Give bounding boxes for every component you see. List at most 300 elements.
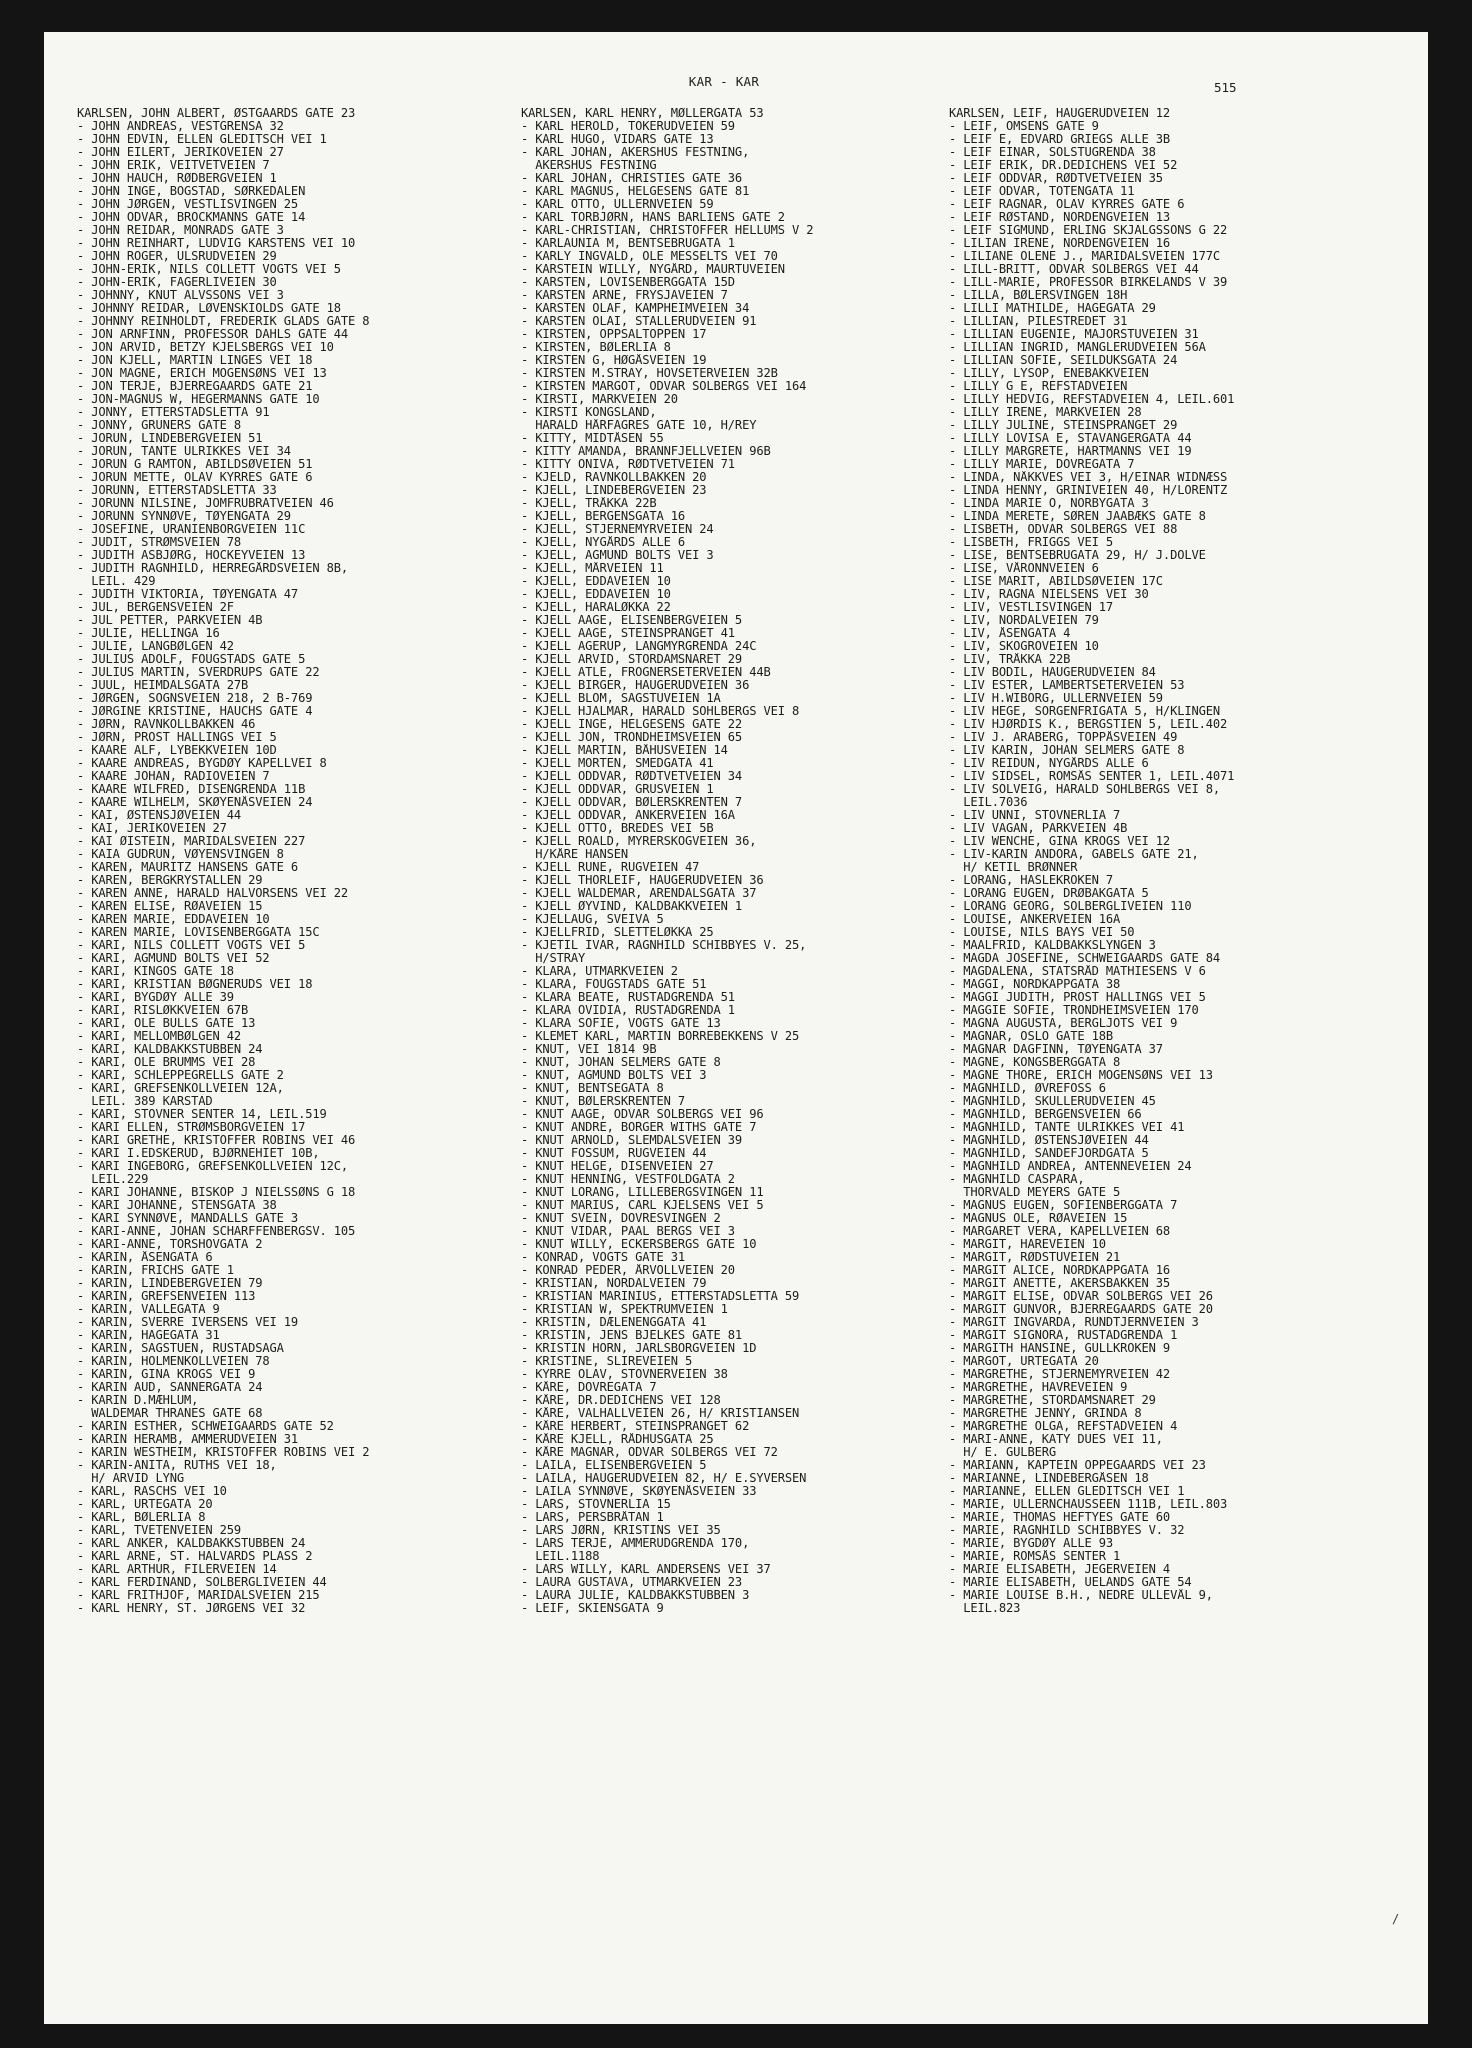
directory-entry: - MARGARET VERA, KAPELLVEIEN 68 (949, 1225, 1171, 1238)
directory-entry: - MAGNUS EUGEN, SOFIENBERGGATA 7 (949, 1199, 1178, 1212)
directory-entry: - KARI, KINGOS GATE 18 (77, 965, 234, 978)
directory-entry: - MARGITH HANSINE, GULLKROKEN 9 (949, 1342, 1171, 1355)
directory-entry: - KJELL ODDVAR, RØDTVETVEIEN 34 (521, 770, 743, 783)
directory-entry: - KJELL, HARALØKKA 22 (521, 601, 671, 614)
directory-entry: - JUDIT, STRØMSVEIEN 78 (77, 536, 242, 549)
directory-entry: - KNUT WILLY, ECKERSBERGS GATE 10 (521, 1238, 757, 1251)
directory-entry: - LIV ESTER, LAMBERTSETERVEIEN 53 (949, 679, 1185, 692)
directory-entry: - LILLI MATHILDE, HAGEGATA 29 (949, 302, 1156, 315)
directory-entry: - KAREN MARIE, LOVISENBERGGATA 15C (77, 926, 320, 939)
directory-entry: - KARL JOHAN, CHRISTIES GATE 36 (521, 172, 743, 185)
directory-entry: - KARIN WESTHEIM, KRISTOFFER ROBINS VEI 2 (77, 1446, 370, 1459)
directory-entry: - KARL, URTEGATA 20 (77, 1498, 213, 1511)
directory-entry: - LORANG, HASLEKROKEN 7 (949, 874, 1114, 887)
directory-entry: - KNUT VIDAR, PAAL BERGS VEI 3 (521, 1225, 735, 1238)
directory-entry: - MAGNHILD, ØSTENSJØVEIEN 44 (949, 1134, 1149, 1147)
directory-entry: - LIV HJØRDIS K., BERGSTIEN 5, LEIL.402 (949, 718, 1228, 731)
directory-entry: - KARI, OLE BRUMMS VEI 28 (77, 1056, 256, 1069)
directory-entry: - LAILA SYNNØVE, SKØYENÅSVEIEN 33 (521, 1485, 757, 1498)
directory-entry: - KARI, RISLØKKVEIEN 67B (77, 1004, 249, 1017)
directory-entry: - MAGNA AUGUSTA, BERGLJOTS VEI 9 (949, 1017, 1178, 1030)
directory-entry: - LINDA HENNY, GRINIVEIEN 40, H/LORENTZ (949, 484, 1228, 497)
directory-entry: - KÅRE, DOVREGATA 7 (521, 1381, 657, 1394)
directory-entry: - MARIE, RAGNHILD SCHIBBYES V. 32 (949, 1524, 1185, 1537)
directory-entry: - KAARE ALF, LYBEKKVEIEN 10D (77, 744, 277, 757)
directory-entry: WALDEMAR THRANES GATE 68 (77, 1407, 263, 1420)
directory-entry: - MARGIT, RØDSTUVEIEN 21 (949, 1251, 1121, 1264)
directory-entry: - KARI INGEBORG, GREFSENKOLLVEIEN 12C, (77, 1160, 348, 1173)
directory-entry: - MARI-ANNE, KATY DUES VEI 11, (949, 1433, 1163, 1446)
directory-entry: - LAILA, HAUGERUDVEIEN 82, H/ E.SYVERSEN (521, 1472, 807, 1485)
directory-entry: - JORUNN, ETTERSTADSLETTA 33 (77, 484, 277, 497)
directory-entry: - JOHN EILERT, JERIKOVEIEN 27 (77, 146, 284, 159)
directory-entry: - KARIN ESTHER, SCHWEIGAARDS GATE 52 (77, 1420, 334, 1433)
directory-entry: - KARI-ANNE, TORSHOVGATA 2 (77, 1238, 263, 1251)
directory-entry: - MARGIT INGVARDA, RUNDTJERNVEIEN 3 (949, 1316, 1199, 1329)
directory-entry: - KARI, NILS COLLETT VOGTS VEI 5 (77, 939, 306, 952)
directory-entry: - LAILA, ELISENBERGVEIEN 5 (521, 1459, 707, 1472)
directory-entry: - KNUT ARNOLD, SLEMDALSVEIEN 39 (521, 1134, 743, 1147)
directory-entry: - LILLY MARIE, DOVREGATA 7 (949, 458, 1135, 471)
directory-entry: - KJELL ODDVAR, GRUSVEIEN 1 (521, 783, 714, 796)
directory-entry: - MAGNAR, OSLO GATE 18B (949, 1030, 1114, 1043)
directory-entry: - KJELL OTTO, BREDES VEI 5B (521, 822, 714, 835)
directory-entry: - KARIN D.MÆHLUM, (77, 1394, 199, 1407)
directory-entry: - KARI SYNNØVE, MANDALLS GATE 3 (77, 1212, 299, 1225)
directory-entry: - KIRSTEN, OPPSALTOPPEN 17 (521, 328, 707, 341)
directory-entry: - JORUNN NILSINE, JOMFRUBRATVEIEN 46 (77, 497, 334, 510)
directory-entry: - JOHN REINHART, LUDVIG KARSTENS VEI 10 (77, 237, 356, 250)
directory-entry: - KARI GRETHE, KRISTOFFER ROBINS VEI 46 (77, 1134, 356, 1147)
directory-entry: LEIL.823 (949, 1602, 1021, 1615)
directory-entry: - JOHN-ERIK, NILS COLLETT VOGTS VEI 5 (77, 263, 341, 276)
directory-entry: KARLSEN, JOHN ALBERT, ØSTGAARDS GATE 23 (77, 107, 356, 120)
directory-entry: - KARI JOHANNE, STENSGATA 38 (77, 1199, 277, 1212)
directory-entry: - JOHNNY REINHOLDT, FREDERIK GLADS GATE 8 (77, 315, 370, 328)
directory-entry: - LIV-KARIN ANDORA, GABELS GATE 21, (949, 848, 1199, 861)
directory-entry: - LISBETH, ODVAR SOLBERGS VEI 88 (949, 523, 1178, 536)
directory-entry: - MARGRETHE OLGA, REFSTADVEIEN 4 (949, 1420, 1178, 1433)
directory-entry: - JOHN JØRGEN, VESTLISVINGEN 25 (77, 198, 299, 211)
directory-entry: - KARLAUNIA M, BENTSEBRUGATA 1 (521, 237, 735, 250)
directory-entry: - JØRN, RAVNKOLLBAKKEN 46 (77, 718, 256, 731)
directory-entry: - KÅRE HERBERT, STEINSPRANGET 62 (521, 1420, 750, 1433)
directory-entry: - MAGNHILD, SANDEFJORDGATA 5 (949, 1147, 1149, 1160)
directory-entry: - LILLY G E, REFSTADVEIEN (949, 380, 1128, 393)
directory-entry: - LIV, TRÅKKA 22B (949, 653, 1071, 666)
directory-entry: - LEIF E, EDVARD GRIEGS ALLE 3B (949, 133, 1171, 146)
directory-entry: - LEIF ODDVAR, RØDTVETVEIEN 35 (949, 172, 1163, 185)
page-header-range: KAR - KAR (688, 74, 760, 89)
directory-column-3 (949, 107, 1367, 1615)
directory-entry: - MARGIT GUNVOR, BJERREGAARDS GATE 20 (949, 1303, 1213, 1316)
directory-entry: - KJELL, NYGÅRDS ALLE 6 (521, 536, 686, 549)
directory-entry: - KARI I.EDSKERUD, BJØRNEHIET 10B, (77, 1147, 320, 1160)
directory-entry: - KARL MAGNUS, HELGESENS GATE 81 (521, 185, 750, 198)
directory-entry: - MARGIT ALICE, NORDKAPPGATA 16 (949, 1264, 1171, 1277)
directory-entry: - MARIANN, KAPTEIN OPPEGAARDS VEI 23 (949, 1459, 1206, 1472)
directory-entry: - JUDITH VIKTORIA, TØYENGATA 47 (77, 588, 299, 601)
directory-entry: - MAGNHILD, ØVREFOSS 6 (949, 1082, 1106, 1095)
directory-entry: - LILLY, LYSOP, ENEBAKKVEIEN (949, 367, 1149, 380)
directory-entry: - KARIN HERAMB, AMMERUDVEIEN 31 (77, 1433, 299, 1446)
directory-entry: - KITTY AMANDA, BRANNFJELLVEIEN 96B (521, 445, 771, 458)
directory-entry: - KRISTIN HORN, JARLSBORGVEIEN 1D (521, 1342, 757, 1355)
directory-entry: - MARGRETHE, STORDAMSNARET 29 (949, 1394, 1156, 1407)
directory-entry: KARLSEN, LEIF, HAUGERUDVEIEN 12 (949, 107, 1171, 120)
margin-pencil-mark: / (1392, 1912, 1400, 1926)
directory-entry: - KJELL WALDEMAR, ARENDALSGATA 37 (521, 887, 757, 900)
directory-entry: - JOHN ROGER, ULSRUDVEIEN 29 (77, 250, 277, 263)
directory-entry: - MAGNHILD ANDREA, ANTENNEVEIEN 24 (949, 1160, 1192, 1173)
directory-entry: - KONRAD, VOGTS GATE 31 (521, 1251, 686, 1264)
directory-entry: - LISBETH, FRIGGS VEI 5 (949, 536, 1114, 549)
directory-entry: - KAI, ØSTENSJØVEIEN 44 (77, 809, 242, 822)
directory-entry: - MARGOT, URTEGATA 20 (949, 1355, 1099, 1368)
directory-entry: - KONRAD PEDER, ÅRVOLLVEIEN 20 (521, 1264, 735, 1277)
directory-entry: - MARGIT ELISE, ODVAR SOLBERGS VEI 26 (949, 1290, 1213, 1303)
directory-entry: - KARL HENRY, ST. JØRGENS VEI 32 (77, 1602, 306, 1615)
directory-entry: - KARIN, GREFSENVEIEN 113 (77, 1290, 256, 1303)
directory-entry: LEIL.7036 (949, 796, 1028, 809)
directory-entry: - KARIN, SVERRE IVERSENS VEI 19 (77, 1316, 299, 1329)
directory-entry: - KIRSTEN G, HØGÅSVEIEN 19 (521, 354, 707, 367)
directory-entry: - KAREN ELISE, RØAVEIEN 15 (77, 900, 263, 913)
directory-entry: - LARS, STOVNERLIA 15 (521, 1498, 671, 1511)
directory-entry: - KJELL ODDVAR, BØLERSKRENTEN 7 (521, 796, 743, 809)
directory-entry: - MARGRETHE, HAVREVEIEN 9 (949, 1381, 1128, 1394)
directory-entry: - KARSTEN, LOVISENBERGGATA 15D (521, 276, 735, 289)
directory-entry: - JORUN, LINDEBERGVEIEN 51 (77, 432, 263, 445)
directory-entry: - KRISTIAN W, SPEKTRUMVEIEN 1 (521, 1303, 728, 1316)
directory-entry: LEIL.229 (77, 1173, 149, 1186)
directory-entry: - KJELL, BERGENSGATA 16 (521, 510, 686, 523)
directory-entry: THORVALD MEYERS GATE 5 (949, 1186, 1121, 1199)
directory-entry: - KJELL, EDDAVEIEN 10 (521, 575, 671, 588)
directory-entry: - JUDITH ASBJØRG, HOCKEYVEIEN 13 (77, 549, 306, 562)
directory-entry: - LIV SIDSEL, ROMSÅS SENTER 1, LEIL.4071 (949, 770, 1235, 783)
directory-entry: - MARGIT ANETTE, AKERSBAKKEN 35 (949, 1277, 1171, 1290)
directory-entry: - MAGNHILD, BERGENSVEIEN 66 (949, 1108, 1142, 1121)
directory-entry: - JOHN ANDREAS, VESTGRENSA 32 (77, 120, 284, 133)
directory-entry: - KRISTIAN, NORDALVEIEN 79 (521, 1277, 707, 1290)
directory-entry: - KJELL ARVID, STORDAMSNARET 29 (521, 653, 743, 666)
directory-entry: - KJELL ODDVAR, ANKERVEIEN 16A (521, 809, 735, 822)
directory-entry: - MAGNHILD CASPARA, (949, 1173, 1085, 1186)
directory-entry: - LILLA, BØLERSVINGEN 18H (949, 289, 1128, 302)
directory-entry: - JULIE, HELLINGA 16 (77, 627, 220, 640)
directory-entry: LEIL.1188 (521, 1550, 600, 1563)
directory-entry: - KÅRE, VALHALLVEIEN 26, H/ KRISTIANSEN (521, 1407, 800, 1420)
directory-entry: - MARIE ELISABETH, JEGERVEIEN 4 (949, 1563, 1171, 1576)
directory-entry: - JOHN REIDAR, MONRADS GATE 3 (77, 224, 284, 237)
directory-entry: - KJELL AAGE, ELISENBERGVEIEN 5 (521, 614, 743, 627)
directory-entry: - KARL, BØLERLIA 8 (77, 1511, 206, 1524)
directory-entry: - KÅRE, DR.DEDICHENS VEI 128 (521, 1394, 721, 1407)
directory-entry: - LILLY IRENE, MARKVEIEN 28 (949, 406, 1142, 419)
directory-entry: - LILIANE OLENE J., MARIDALSVEIEN 177C (949, 250, 1220, 263)
directory-entry: - JOSEFINE, URANIENBORGVEIEN 11C (77, 523, 306, 536)
directory-entry: - JOHN ODVAR, BROCKMANNS GATE 14 (77, 211, 306, 224)
directory-entry: - LEIF RAGNAR, OLAV KYRRES GATE 6 (949, 198, 1185, 211)
directory-entry: - KNUT LORANG, LILLEBERGSVINGEN 11 (521, 1186, 764, 1199)
directory-entry: HARALD HÅRFAGRES GATE 10, H/REY (521, 419, 757, 432)
directory-entry: - LIV, RAGNA NIELSENS VEI 30 (949, 588, 1149, 601)
directory-entry: - KITTY, MIDTÅSEN 55 (521, 432, 664, 445)
directory-entry: - MARGRETHE JENNY, GRINDA 8 (949, 1407, 1142, 1420)
directory-entry: - KJELL THORLEIF, HAUGERUDVEIEN 36 (521, 874, 764, 887)
directory-entry: - LIV, VESTLISVINGEN 17 (949, 601, 1114, 614)
directory-entry: - LEIF, OMSENS GATE 9 (949, 120, 1099, 133)
directory-entry: - MAGNUS OLE, RØAVEIEN 15 (949, 1212, 1128, 1225)
directory-entry: - KAARE WILHELM, SKØYENÅSVEIEN 24 (77, 796, 313, 809)
directory-entry: - KJELL, LINDEBERGVEIEN 23 (521, 484, 707, 497)
directory-entry: - KARL TORBJØRN, HANS BARLIENS GATE 2 (521, 211, 785, 224)
directory-entry: - KARL OTTO, ULLERNVEIEN 59 (521, 198, 714, 211)
directory-entry: - LILLIAN EUGENIE, MAJORSTUVEIEN 31 (949, 328, 1199, 341)
directory-entry: - LILIAN IRENE, NORDENGVEIEN 16 (949, 237, 1171, 250)
directory-entry: - LARS WILLY, KARL ANDERSENS VEI 37 (521, 1563, 771, 1576)
directory-entry: - JULIUS MARTIN, SVERDRUPS GATE 22 (77, 666, 320, 679)
directory-entry: - KARLY INGVALD, OLE MESSELTS VEI 70 (521, 250, 778, 263)
directory-entry: - KRISTIN, JENS BJELKES GATE 81 (521, 1329, 743, 1342)
directory-entry: - MARIANNE, LINDEBERGÅSEN 18 (949, 1472, 1149, 1485)
directory-entry: - LEIF EINAR, SOLSTUGRENDA 38 (949, 146, 1156, 159)
directory-entry: - KJELL HJALMAR, HARALD SOHLBERGS VEI 8 (521, 705, 800, 718)
directory-entry: - KARI ELLEN, STRØMSBORGVEIEN 17 (77, 1121, 306, 1134)
directory-entry: - KARL FRITHJOF, MARIDALSVEIEN 215 (77, 1589, 320, 1602)
directory-entry: - JON TERJE, BJERREGAARDS GATE 21 (77, 380, 313, 393)
directory-entry: - LOUISE, ANKERVEIEN 16A (949, 913, 1121, 926)
directory-entry: - KARL, RASCHS VEI 10 (77, 1485, 227, 1498)
directory-entry: - LIV J. ARABERG, TOPPÅSVEIEN 49 (949, 731, 1178, 744)
directory-entry: - KARIN-ANITA, RUTHS VEI 18, (77, 1459, 277, 1472)
directory-entry: - JON KJELL, MARTIN LINGES VEI 18 (77, 354, 313, 367)
directory-entry: - MAGNHILD, SKULLERUDVEIEN 45 (949, 1095, 1156, 1108)
directory-entry: - KARI, STOVNER SENTER 14, LEIL.519 (77, 1108, 327, 1121)
directory-entry: - KJELL, MÅRVEIEN 11 (521, 562, 664, 575)
directory-entry: - KARL HEROLD, TOKERUDVEIEN 59 (521, 120, 735, 133)
directory-entry: H/KÅRE HANSEN (521, 848, 628, 861)
directory-entry: - LILL-BRITT, ODVAR SOLBERGS VEI 44 (949, 263, 1199, 276)
directory-entry: - KJELL BIRGER, HAUGERUDVEIEN 36 (521, 679, 750, 692)
directory-entry: - LAURA GUSTAVA, UTMARKVEIEN 23 (521, 1576, 743, 1589)
directory-entry: - MAALFRID, KALDBAKKSLYNGEN 3 (949, 939, 1156, 952)
directory-entry: - KJELL, EDDAVEIEN 10 (521, 588, 671, 601)
directory-entry: H/STRAY (521, 952, 586, 965)
directory-entry: - LILL-MARIE, PROFESSOR BIRKELANDS V 39 (949, 276, 1228, 289)
directory-entry: - MARIE, BYGDØY ALLE 93 (949, 1537, 1114, 1550)
directory-entry: - KLARA BEATE, RUSTADGRENDA 51 (521, 991, 735, 1004)
directory-entry: - LILLY HEDVIG, REFSTADVEIEN 4, LEIL.601 (949, 393, 1235, 406)
directory-entry: - JORUN, TANTE ULRIKKES VEI 34 (77, 445, 291, 458)
directory-entry: - KÅRE KJELL, RÅDHUSGATA 25 (521, 1433, 714, 1446)
directory-entry: - JØRGINE KRISTINE, HAUCHS GATE 4 (77, 705, 313, 718)
directory-entry: - KJELL ROALD, MYRERSKOGVEIEN 36, (521, 835, 757, 848)
directory-entry: - LIV WENCHE, GINA KROGS VEI 12 (949, 835, 1171, 848)
directory-entry: - KARI, SCHLEPPEGRELLS GATE 2 (77, 1069, 284, 1082)
directory-entry: - LIV UNNI, STOVNERLIA 7 (949, 809, 1121, 822)
directory-entry: - LIV REIDUN, NYGÅRDS ALLE 6 (949, 757, 1149, 770)
directory-entry: - KJELL, AGMUND BOLTS VEI 3 (521, 549, 714, 562)
directory-entry: - MARIE, ROMSÅS SENTER 1 (949, 1550, 1121, 1563)
directory-entry: - KLARA, UTMARKVEIEN 2 (521, 965, 678, 978)
directory-entry: - KIRSTEN, BØLERLIA 8 (521, 341, 671, 354)
directory-entry: - KYRRE OLAV, STOVNERVEIEN 38 (521, 1368, 728, 1381)
directory-entry: - LIV SOLVEIG, HARALD SOHLBERGS VEI 8, (949, 783, 1220, 796)
directory-entry: - KAREN, MAURITZ HANSENS GATE 6 (77, 861, 299, 874)
directory-entry: - MARIE LOUISE B.H., NEDRE ULLEVÅL 9, (949, 1589, 1213, 1602)
directory-entry: - MARGIT, HAREVEIEN 10 (949, 1238, 1106, 1251)
directory-entry: - LISE, BENTSEBRUGATA 29, H/ J.DOLVE (949, 549, 1206, 562)
directory-entry: - KJELD, RAVNKOLLBAKKEN 20 (521, 471, 707, 484)
directory-entry: - MAGGI, NORDKAPPGATA 38 (949, 978, 1121, 991)
directory-entry: - LIV H.WIBORG, ULLERNVEIEN 59 (949, 692, 1163, 705)
directory-entry: - KNUT ANDRE, BORGER WITHS GATE 7 (521, 1121, 757, 1134)
directory-entry: - KARI, OLE BULLS GATE 13 (77, 1017, 256, 1030)
directory-page (44, 32, 1428, 2024)
directory-entry: - LILLIAN INGRID, MANGLERUDVEIEN 56A (949, 341, 1206, 354)
directory-entry: - MAGNE THORE, ERICH MOGENSØNS VEI 13 (949, 1069, 1213, 1082)
directory-entry: - KARIN, HOLMENKOLLVEIEN 78 (77, 1355, 270, 1368)
directory-entry: - KNUT AAGE, ODVAR SOLBERGS VEI 96 (521, 1108, 764, 1121)
directory-entry: - JORUN METTE, OLAV KYRRES GATE 6 (77, 471, 313, 484)
directory-entry: - MAGGI JUDITH, PROST HALLINGS VEI 5 (949, 991, 1206, 1004)
directory-entry: - KARI, MELLOMBØLGEN 42 (77, 1030, 242, 1043)
directory-entry: - MARIE, THOMAS HEFTYES GATE 60 (949, 1511, 1171, 1524)
directory-entry: - KNUT, JOHAN SELMERS GATE 8 (521, 1056, 721, 1069)
directory-entry: - KJETIL IVAR, RAGNHILD SCHIBBYES V. 25, (521, 939, 807, 952)
directory-entry: - KJELL AGERUP, LANGMYRGRENDA 24C (521, 640, 757, 653)
directory-entry: - LIV, SKOGROVEIEN 10 (949, 640, 1099, 653)
directory-entry: - KRISTIAN MARINIUS, ETTERSTADSLETTA 59 (521, 1290, 800, 1303)
directory-entry: - KJELL INGE, HELGESENS GATE 22 (521, 718, 743, 731)
directory-entry: - KARI-ANNE, JOHAN SCHARFFENBERGSV. 105 (77, 1225, 356, 1238)
directory-entry: - MAGDA JOSEFINE, SCHWEIGAARDS GATE 84 (949, 952, 1220, 965)
directory-column-1 (77, 107, 495, 1615)
directory-entry: - KJELL ATLE, FROGNERSETERVEIEN 44B (521, 666, 771, 679)
directory-entry: - KNUT HENNING, VESTFOLDGATA 2 (521, 1173, 735, 1186)
directory-entry: H/ ARVID LYNG (77, 1472, 184, 1485)
directory-entry: - KARI, BYGDØY ALLE 39 (77, 991, 234, 1004)
directory-entry: - LAURA JULIE, KALDBAKKSTUBBEN 3 (521, 1589, 750, 1602)
directory-entry: - MARIE ELISABETH, UELANDS GATE 54 (949, 1576, 1192, 1589)
directory-entry: - KIRSTEN M.STRAY, HOVSETERVEIEN 32B (521, 367, 778, 380)
page-number: 515 (1214, 80, 1237, 95)
directory-entry: - MARGIT SIGNORA, RUSTADGRENDA 1 (949, 1329, 1178, 1342)
directory-entry: - JUL, BERGENSVEIEN 2F (77, 601, 234, 614)
directory-entry: - KNUT, BØLERSKRENTEN 7 (521, 1095, 686, 1108)
directory-entry: - JUDITH RAGNHILD, HERREGÅRDSVEIEN 8B, (77, 562, 348, 575)
directory-entry: - KARL-CHRISTIAN, CHRISTOFFER HELLUMS V 2 (521, 224, 814, 237)
directory-entry: - KÅRE MAGNAR, ODVAR SOLBERGS VEI 72 (521, 1446, 778, 1459)
directory-entry: - KARIN, GINA KROGS VEI 9 (77, 1368, 256, 1381)
directory-entry: - KAREN, BERGKRYSTALLEN 29 (77, 874, 263, 887)
directory-entry: - KNUT, BENTSEGATA 8 (521, 1082, 664, 1095)
directory-entry: - KIRSTI, MARKVEIEN 20 (521, 393, 678, 406)
directory-entry: - LEIF SIGMUND, ERLING SKJALGSSONS G 22 (949, 224, 1228, 237)
directory-entry: - JON-MAGNUS W, HEGERMANNS GATE 10 (77, 393, 320, 406)
directory-entry: - KARL JOHAN, AKERSHUS FESTNING, (521, 146, 750, 159)
directory-entry: - LILLY LOVISA E, STAVANGERGATA 44 (949, 432, 1192, 445)
directory-entry: - LILLIAN SOFIE, SEILDUKSGATA 24 (949, 354, 1178, 367)
directory-entry: KARLSEN, KARL HENRY, MØLLERGATA 53 (521, 107, 764, 120)
directory-entry: - LORANG EUGEN, DRØBAKGATA 5 (949, 887, 1149, 900)
directory-entry: - LILLIAN, PILESTREDET 31 (949, 315, 1128, 328)
directory-entry: - KARL FERDINAND, SOLBERGLIVEIEN 44 (77, 1576, 327, 1589)
directory-entry: - KRISTIN, DÆLENENGGATA 41 (521, 1316, 707, 1329)
directory-entry: - KNUT HELGE, DISENVEIEN 27 (521, 1160, 714, 1173)
directory-entry: - KARL, TVETENVEIEN 259 (77, 1524, 242, 1537)
directory-entry: - JON ARNFINN, PROFESSOR DAHLS GATE 44 (77, 328, 348, 341)
directory-entry: - KJELLAUG, SVEIVA 5 (521, 913, 664, 926)
directory-entry: - KARSTEIN WILLY, NYGÅRD, MAURTUVEIEN (521, 263, 785, 276)
directory-entry: - JOHNNY REIDAR, LØVENSKIOLDS GATE 18 (77, 302, 341, 315)
directory-entry: - LINDA, NÅKKVES VEI 3, H/EINAR WIDNÆSS (949, 471, 1228, 484)
directory-entry: - KARSTEN ARNE, FRYSJAVEIEN 7 (521, 289, 728, 302)
directory-entry: - JOHN INGE, BOGSTAD, SØRKEDALEN (77, 185, 306, 198)
directory-entry: - LEIF RØSTAND, NORDENGVEIEN 13 (949, 211, 1171, 224)
directory-entry: - KARIN, VALLEGATA 9 (77, 1303, 220, 1316)
directory-entry: - JOHN EDVIN, ELLEN GLEDITSCH VEI 1 (77, 133, 327, 146)
directory-entry: - KARL ARTHUR, FILERVEIEN 14 (77, 1563, 277, 1576)
directory-entry: - LIV, NORDALVEIEN 79 (949, 614, 1099, 627)
directory-entry: - KLEMET KARL, MARTIN BORREBEKKENS V 25 (521, 1030, 800, 1043)
directory-entry: - KRISTINE, SLIREVEIEN 5 (521, 1355, 693, 1368)
directory-entry: - LEIF ODVAR, TOTENGATA 11 (949, 185, 1135, 198)
directory-entry: - KAIA GUDRUN, VØYENSVINGEN 8 (77, 848, 284, 861)
directory-entry: - KARIN, ÅSENGATA 6 (77, 1251, 213, 1264)
directory-entry: - LILLY JULINE, STEINSPRANGET 29 (949, 419, 1178, 432)
directory-entry: - KJELLFRID, SLETTELØKKA 25 (521, 926, 714, 939)
directory-entry: - KARI, AGMUND BOLTS VEI 52 (77, 952, 270, 965)
directory-entry: - KNUT, AGMUND BOLTS VEI 3 (521, 1069, 707, 1082)
directory-entry: - LEIF, SKIENSGATA 9 (521, 1602, 664, 1615)
directory-entry: - KJELL BLOM, SAGSTUVEIEN 1A (521, 692, 721, 705)
directory-entry: - LEIF ERIK, DR.DEDICHENS VEI 52 (949, 159, 1178, 172)
directory-entry: - KJELL MARTIN, BÅHUSVEIEN 14 (521, 744, 728, 757)
directory-entry: - MAGGIE SOFIE, TRONDHEIMSVEIEN 170 (949, 1004, 1199, 1017)
directory-entry: - KJELL ØYVIND, KALDBAKKVEIEN 1 (521, 900, 743, 913)
directory-entry: - LISE MARIT, ABILDSØVEIEN 17C (949, 575, 1163, 588)
directory-entry: - KJELL RUNE, RUGVEIEN 47 (521, 861, 700, 874)
directory-entry: - LARS TERJE, AMMERUDGRENDA 170, (521, 1537, 750, 1550)
directory-entry: - KARL HUGO, VIDARS GATE 13 (521, 133, 714, 146)
directory-entry: - JULIUS ADOLF, FOUGSTADS GATE 5 (77, 653, 306, 666)
directory-entry: - LILLY MARGRETE, HARTMANNS VEI 19 (949, 445, 1192, 458)
directory-entry: - LORANG GEORG, SOLBERGLIVEIEN 110 (949, 900, 1192, 913)
directory-entry: - JON ARVID, BETZY KJELSBERGS VEI 10 (77, 341, 334, 354)
directory-entry: - KJELL MORTEN, SMEDGATA 41 (521, 757, 714, 770)
directory-entry: - JOHNNY, KNUT ALVSSONS VEI 3 (77, 289, 284, 302)
directory-entry: - JONNY, GRÜNERS GATE 8 (77, 419, 242, 432)
directory-entry: - MAGNE, KONGSBERGGATA 8 (949, 1056, 1121, 1069)
directory-entry: - JØRGEN, SOGNSVEIEN 218, 2 B-769 (77, 692, 313, 705)
directory-entry: - KJELL, TRÅKKA 22B (521, 497, 657, 510)
directory-entry: - JOHN ERIK, VEITVETVEIEN 7 (77, 159, 270, 172)
directory-entry: - KARSTEN OLAI, STALLERUDVEIEN 91 (521, 315, 757, 328)
directory-entry: - KJELL AAGE, STEINSPRANGET 41 (521, 627, 735, 640)
directory-entry: - KAI, JERIKOVEIEN 27 (77, 822, 227, 835)
directory-entry: - KARI JOHANNE, BISKOP J NIELSSØNS G 18 (77, 1186, 356, 1199)
directory-entry: - KLARA SOFIE, VOGTS GATE 13 (521, 1017, 721, 1030)
directory-entry: - MARGRETHE, STJERNEMYRVEIEN 42 (949, 1368, 1171, 1381)
directory-entry: - KLARA OVIDIA, RUSTADGRENDA 1 (521, 1004, 735, 1017)
directory-entry: - LOUISE, NILS BAYS VEI 50 (949, 926, 1135, 939)
directory-entry: - KIRSTEN MARGOT, ODVAR SOLBERGS VEI 164 (521, 380, 807, 393)
directory-entry: - JØRN, PROST HALLINGS VEI 5 (77, 731, 277, 744)
directory-entry: - JONNY, ETTERSTADSLETTA 91 (77, 406, 270, 419)
